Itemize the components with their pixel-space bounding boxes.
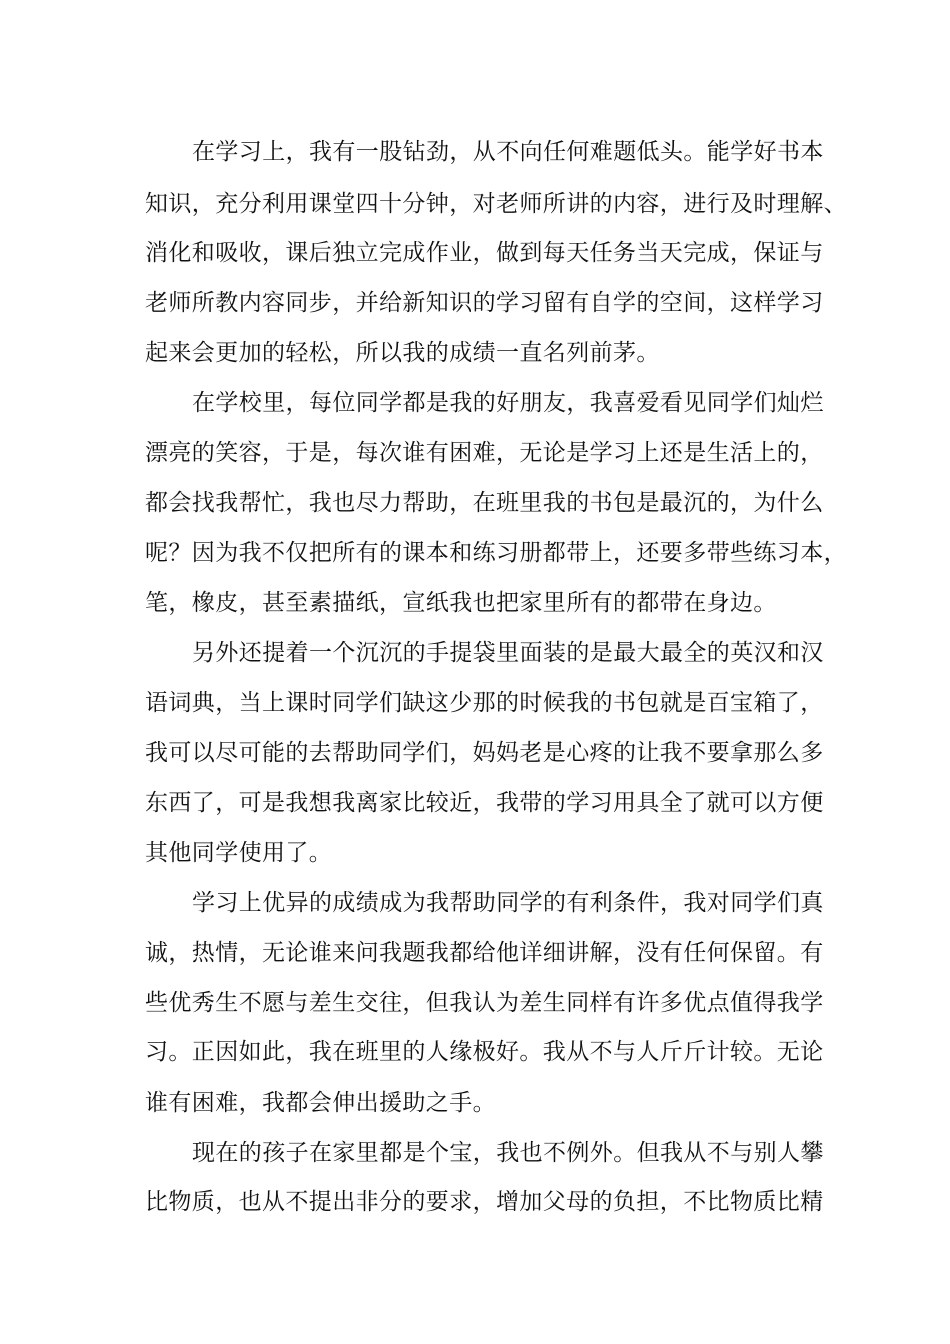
paragraph-3-line-4: 东西了，可是我想我离家比较近，我带的学习用具全了就可以方便 xyxy=(145,790,824,816)
paragraph-4-line-4: 习。正因如此，我在班里的人缘极好。我从不与人斤斤计较。无论 xyxy=(145,1039,824,1065)
paragraph-4-line-3: 些优秀生不愿与差生交往，但我认为差生同样有许多优点值得我学 xyxy=(145,990,824,1016)
paragraph-2-line-4: 呢？因为我不仅把所有的课本和练习册都带上，还要多带些练习本， xyxy=(145,540,847,566)
paragraph-4-line-1: 学习上优异的成绩成为我帮助同学的有利条件，我对同学们真 xyxy=(192,890,824,916)
paragraph-1-line-5: 起来会更加的轻松，所以我的成绩一直名列前茅。 xyxy=(145,340,660,366)
paragraph-3-line-5: 其他同学使用了。 xyxy=(145,840,333,866)
paragraph-4-line-5: 谁有困难，我都会伸出援助之手。 xyxy=(145,1090,496,1116)
paragraph-3-line-2: 语词典，当上课时同学们缺这少那的时候我的书包就是百宝箱了， xyxy=(145,690,824,716)
paragraph-5-line-2: 比物质，也从不提出非分的要求，增加父母的负担，不比物质比精 xyxy=(145,1189,824,1215)
paragraph-1-line-1: 在学习上，我有一股钻劲，从不向任何难题低头。能学好书本 xyxy=(192,139,824,165)
paragraph-3-line-1: 另外还提着一个沉沉的手提袋里面装的是最大最全的英汉和汉 xyxy=(192,640,824,666)
paragraph-4-line-2: 诚，热情，无论谁来问我题我都给他详细讲解，没有任何保留。有 xyxy=(145,940,824,966)
paragraph-2-line-1: 在学校里，每位同学都是我的好朋友，我喜爱看见同学们灿烂 xyxy=(192,390,824,416)
paragraph-1-line-3: 消化和吸收，课后独立完成作业，做到每天任务当天完成，保证与 xyxy=(145,240,824,266)
paragraph-2-line-2: 漂亮的笑容，于是，每次谁有困难，无论是学习上还是生活上的， xyxy=(145,440,824,466)
paragraph-1-line-2: 知识，充分利用课堂四十分钟，对老师所讲的内容，进行及时理解、 xyxy=(145,191,847,217)
paragraph-2-line-5: 笔，橡皮，甚至素描纸，宣纸我也把家里所有的都带在身边。 xyxy=(145,590,777,616)
paragraph-5-line-1: 现在的孩子在家里都是个宝，我也不例外。但我从不与别人攀 xyxy=(192,1140,824,1166)
paragraph-1-line-4: 老师所教内容同步，并给新知识的学习留有自学的空间，这样学习 xyxy=(145,290,824,316)
paragraph-3-line-3: 我可以尽可能的去帮助同学们，妈妈老是心疼的让我不要拿那么多 xyxy=(145,740,824,766)
paragraph-2-line-3: 都会找我帮忙，我也尽力帮助，在班里我的书包是最沉的，为什么 xyxy=(145,490,824,516)
